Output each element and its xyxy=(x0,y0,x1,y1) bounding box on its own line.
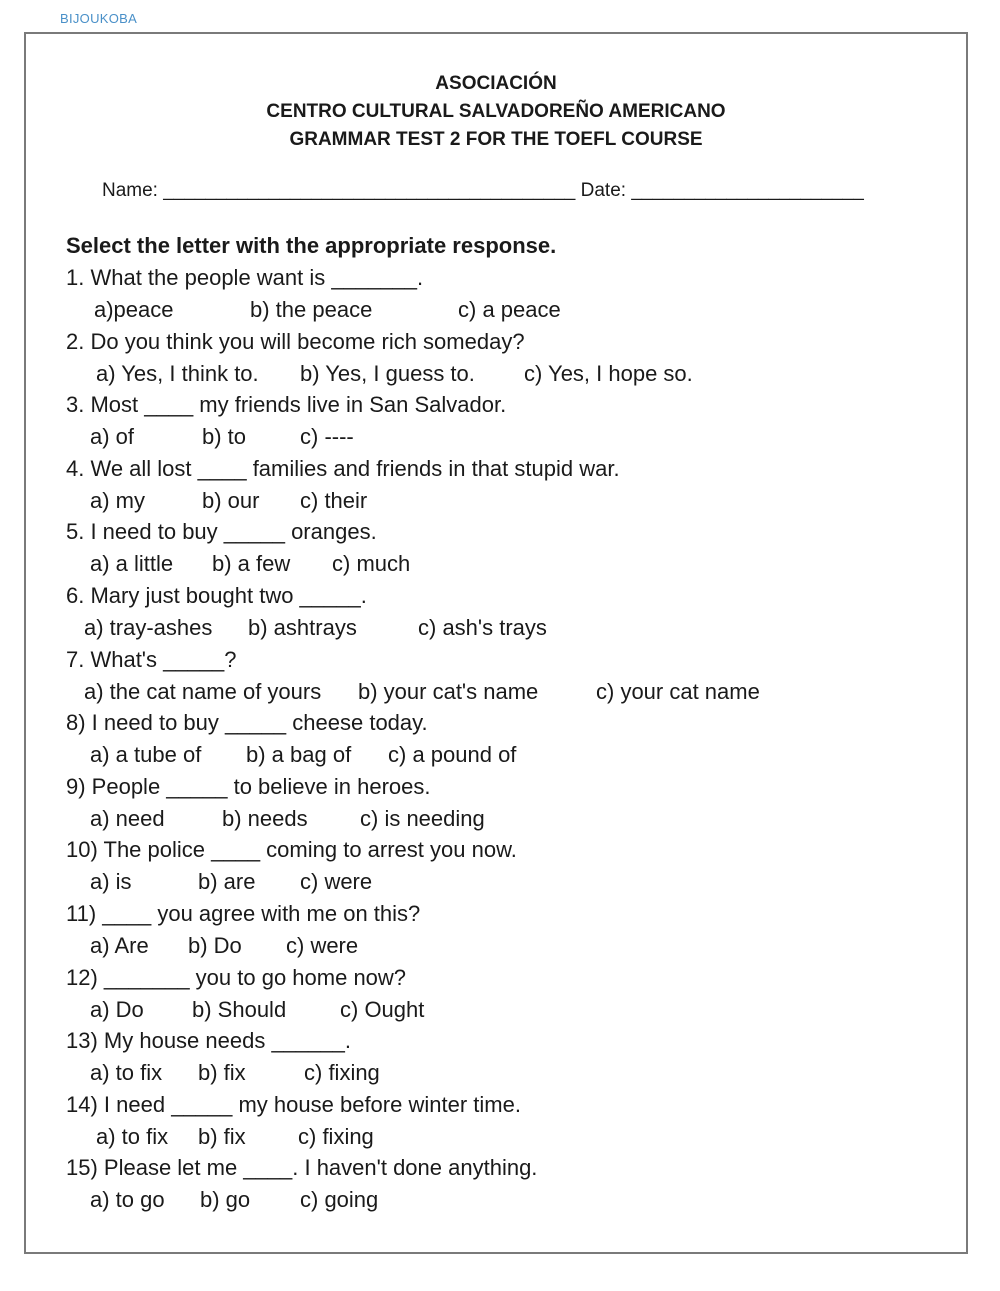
option-b: b) fix xyxy=(198,1060,246,1086)
option-b: b) are xyxy=(198,869,256,895)
option-a: a) the cat name of yours xyxy=(84,678,322,704)
option-b: b) to xyxy=(202,424,247,450)
question-7: 7. What's _____? xyxy=(66,646,237,672)
header-line-2: CENTRO CULTURAL SALVADOREÑO AMERICANO xyxy=(266,101,726,122)
question-2: 2. Do you think you will become rich someday? xyxy=(66,328,525,354)
test-sheet xyxy=(24,32,968,1254)
option-c: c) fixing xyxy=(304,1060,380,1086)
question-13: 13) My house needs ______. xyxy=(66,1028,351,1054)
option-b: b) ashtrays xyxy=(248,614,357,640)
option-b: b) Yes, I guess to. xyxy=(300,360,475,386)
options-8 xyxy=(66,739,946,771)
options-9 xyxy=(66,803,946,835)
question-14: 14) I need _____ my house before winter time. xyxy=(66,1091,521,1117)
option-b: b) a few xyxy=(212,551,291,577)
watermark: BIJOUKOBA xyxy=(60,11,138,26)
option-a: a) need xyxy=(90,805,165,831)
options-15 xyxy=(66,1184,946,1216)
question-3: 3. Most ____ my friends live in San Salvador. xyxy=(66,392,507,418)
header xyxy=(26,70,966,154)
option-a: a) tray-ashes xyxy=(84,614,213,640)
option-b: b) a bag of xyxy=(246,742,352,768)
option-a: a) Are xyxy=(90,932,149,958)
options-3 xyxy=(66,421,946,453)
options-13 xyxy=(66,1057,946,1089)
options-10 xyxy=(66,866,946,898)
question-9: 9) People _____ to believe in heroes. xyxy=(66,773,431,799)
option-c: c) much xyxy=(332,551,411,577)
option-b: b) Do xyxy=(188,932,242,958)
option-a: a) to fix xyxy=(96,1123,169,1149)
option-c: c) were xyxy=(300,869,373,895)
option-a: a) my xyxy=(90,487,145,513)
questions-section xyxy=(66,230,946,1216)
options-1 xyxy=(66,294,946,326)
option-c: c) ---- xyxy=(300,424,354,450)
option-b: b) your cat's name xyxy=(358,678,539,704)
question-8: 8) I need to buy _____ cheese today. xyxy=(66,710,428,736)
options-12 xyxy=(66,994,946,1026)
option-a: a) Do xyxy=(90,996,144,1022)
options-6 xyxy=(66,612,946,644)
option-a: a) to go xyxy=(90,1187,165,1213)
option-b: b) our xyxy=(202,487,260,513)
option-c: c) Ought xyxy=(340,996,425,1022)
question-15: 15) Please let me ____. I haven't done anything. xyxy=(66,1155,538,1181)
options-14 xyxy=(66,1121,946,1153)
option-a: a) to fix xyxy=(90,1060,163,1086)
option-b: b) fix xyxy=(198,1123,246,1149)
option-c: c) were xyxy=(286,932,359,958)
question-12: 12) _______ you to go home now? xyxy=(66,964,407,990)
option-c: c) ash's trays xyxy=(418,614,547,640)
question-10: 10) The police ____ coming to arrest you now. xyxy=(66,837,517,863)
option-a: a) Yes, I think to. xyxy=(96,360,259,386)
option-b: b) Should xyxy=(192,996,287,1022)
name-date-line: Name: _______________________________________ Date: ______________________ xyxy=(102,180,864,201)
option-c: c) is needing xyxy=(360,805,485,831)
option-c: c) Yes, I hope so. xyxy=(524,360,693,386)
question-11: 11) ____ you agree with me on this? xyxy=(66,900,421,926)
header-line-3: GRAMMAR TEST 2 FOR THE TOEFL COURSE xyxy=(289,129,703,150)
options-5 xyxy=(66,548,946,580)
instructions: Select the letter with the appropriate response. xyxy=(66,233,557,258)
option-b: b) go xyxy=(200,1187,251,1213)
options-2 xyxy=(66,358,946,390)
question-1: 1. What the people want is _______. xyxy=(66,265,424,290)
option-a: a) of xyxy=(90,424,135,450)
option-c: c) your cat name xyxy=(596,678,760,704)
question-4: 4. We all lost ____ families and friends in that stupid war. xyxy=(66,455,620,481)
option-b: b) the peace xyxy=(250,297,373,322)
options-11 xyxy=(66,930,946,962)
options-7 xyxy=(66,676,946,708)
option-c: c) a peace xyxy=(458,297,561,322)
option-b: b) needs xyxy=(222,805,308,831)
header-line-1: ASOCIACIÓN xyxy=(435,73,557,94)
question-6: 6. Mary just bought two _____. xyxy=(66,582,367,608)
option-a: a)peace xyxy=(94,297,174,322)
option-a: a) is xyxy=(90,869,132,895)
option-c: c) their xyxy=(300,487,368,513)
options-4 xyxy=(66,485,946,517)
option-c: c) fixing xyxy=(298,1123,374,1149)
option-c: c) a pound of xyxy=(388,742,517,768)
option-c: c) going xyxy=(300,1187,379,1213)
option-a: a) a tube of xyxy=(90,742,202,768)
option-a: a) a little xyxy=(90,551,174,577)
question-5: 5. I need to buy _____ oranges. xyxy=(66,519,377,545)
